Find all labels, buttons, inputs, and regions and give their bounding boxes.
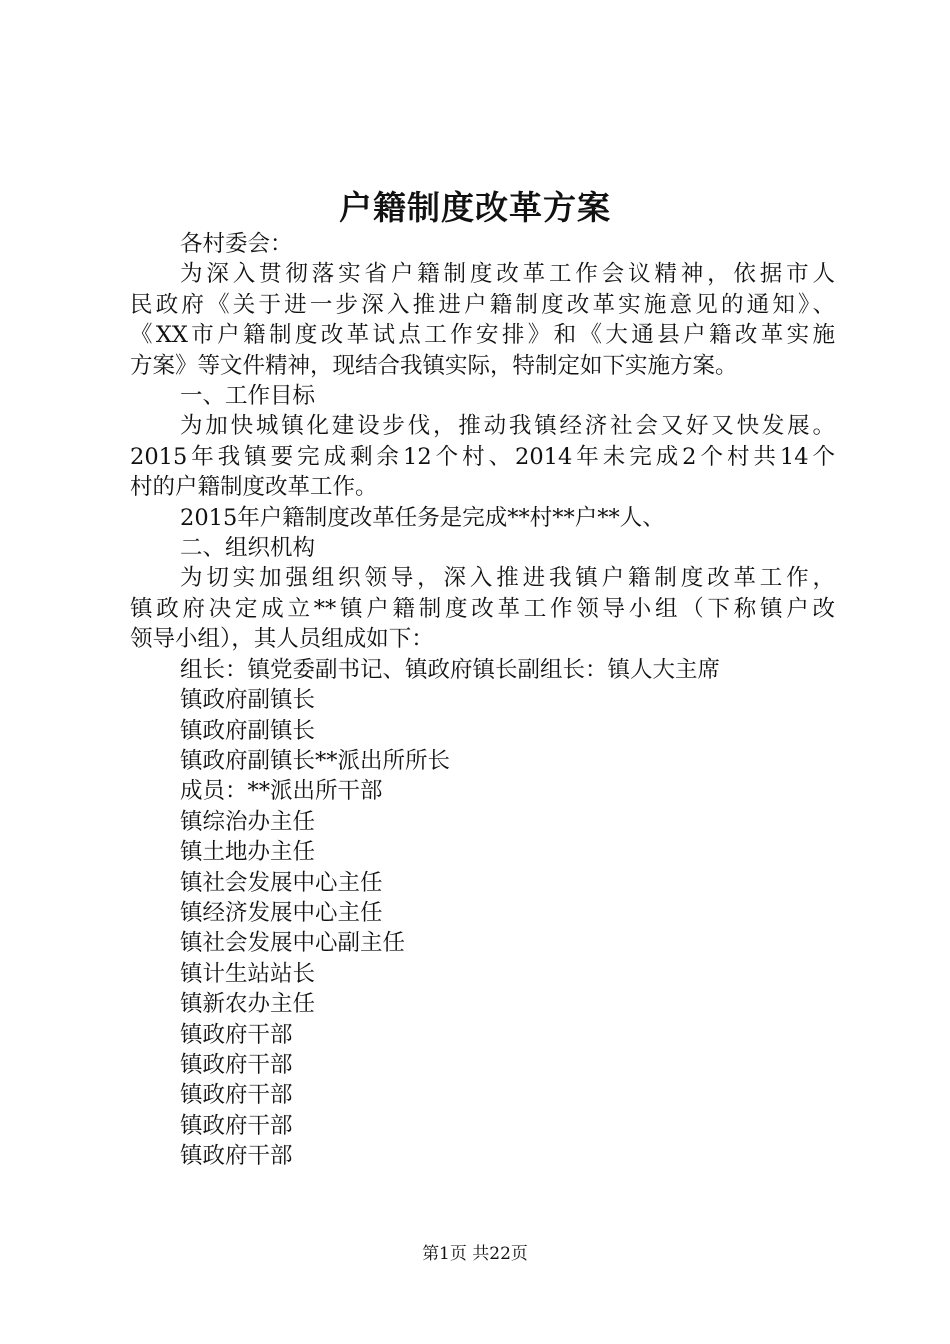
member-line: 镇社会发展中心主任 [180, 869, 383, 896]
member-line: 镇社会发展中心副主任 [180, 930, 406, 957]
paragraph-line: 为切实加强组织领导，深入推进我镇户籍制度改革工作， [180, 565, 835, 592]
document-title: 户籍制度改革方案 [339, 188, 611, 227]
paragraph-line: 镇政府决定成立**镇户籍制度改革工作领导小组（下称镇户改 [130, 595, 835, 622]
paragraph-line: 方案》等文件精神，现结合我镇实际，特制定如下实施方案。 [130, 352, 738, 379]
member-line: 镇经济发展中心主任 [180, 899, 383, 926]
salutation: 各村委会： [180, 231, 293, 257]
member-line: 镇政府副镇长**派出所所长 [180, 747, 451, 774]
member-line: 成员：**派出所干部 [180, 778, 383, 805]
member-line: 组长：镇党委副书记、镇政府镇长副组长：镇人大主席 [180, 656, 721, 683]
member-line: 镇土地办主任 [180, 839, 316, 866]
paragraph-line: 为加快城镇化建设步伐，推动我镇经济社会又好又快发展。 [180, 413, 835, 440]
paragraph-line: 村的户籍制度改革工作。 [130, 474, 378, 501]
member-line: 镇政府干部 [180, 1112, 293, 1139]
paragraph-line: 为深入贯彻落实省户籍制度改革工作会议精神，依据市人 [180, 261, 835, 288]
member-line: 镇政府干部 [180, 1021, 293, 1048]
document-body [130, 229, 835, 1172]
paragraph-line: 2015年我镇要完成剩余12个村、2014年未完成2个村共14个 [130, 443, 835, 470]
member-line: 镇计生站站长 [180, 960, 316, 987]
member-line: 镇政府干部 [180, 1143, 293, 1170]
paragraph-line: 民政府《关于进一步深入推进户籍制度改革实施意见的通知》、 [130, 291, 835, 318]
paragraph-line: 领导小组），其人员组成如下： [130, 626, 434, 653]
paragraph-line: 2015年户籍制度改革任务是完成**村**户**人、 [180, 504, 665, 531]
member-line: 镇政府副镇长 [180, 717, 316, 744]
page-footer: 第1页 共22页 [422, 1244, 528, 1264]
section-heading: 二、组织机构 [180, 535, 316, 562]
member-line: 镇政府干部 [180, 1082, 293, 1109]
paragraph-line: 《XX市户籍制度改革试点工作安排》和《大通县户籍改革实施 [130, 322, 835, 349]
member-line: 镇政府副镇长 [180, 687, 316, 714]
member-line: 镇综治办主任 [180, 808, 316, 835]
section-heading: 一、工作目标 [180, 383, 316, 410]
member-line: 镇政府干部 [180, 1051, 293, 1078]
member-line: 镇新农办主任 [180, 991, 316, 1018]
